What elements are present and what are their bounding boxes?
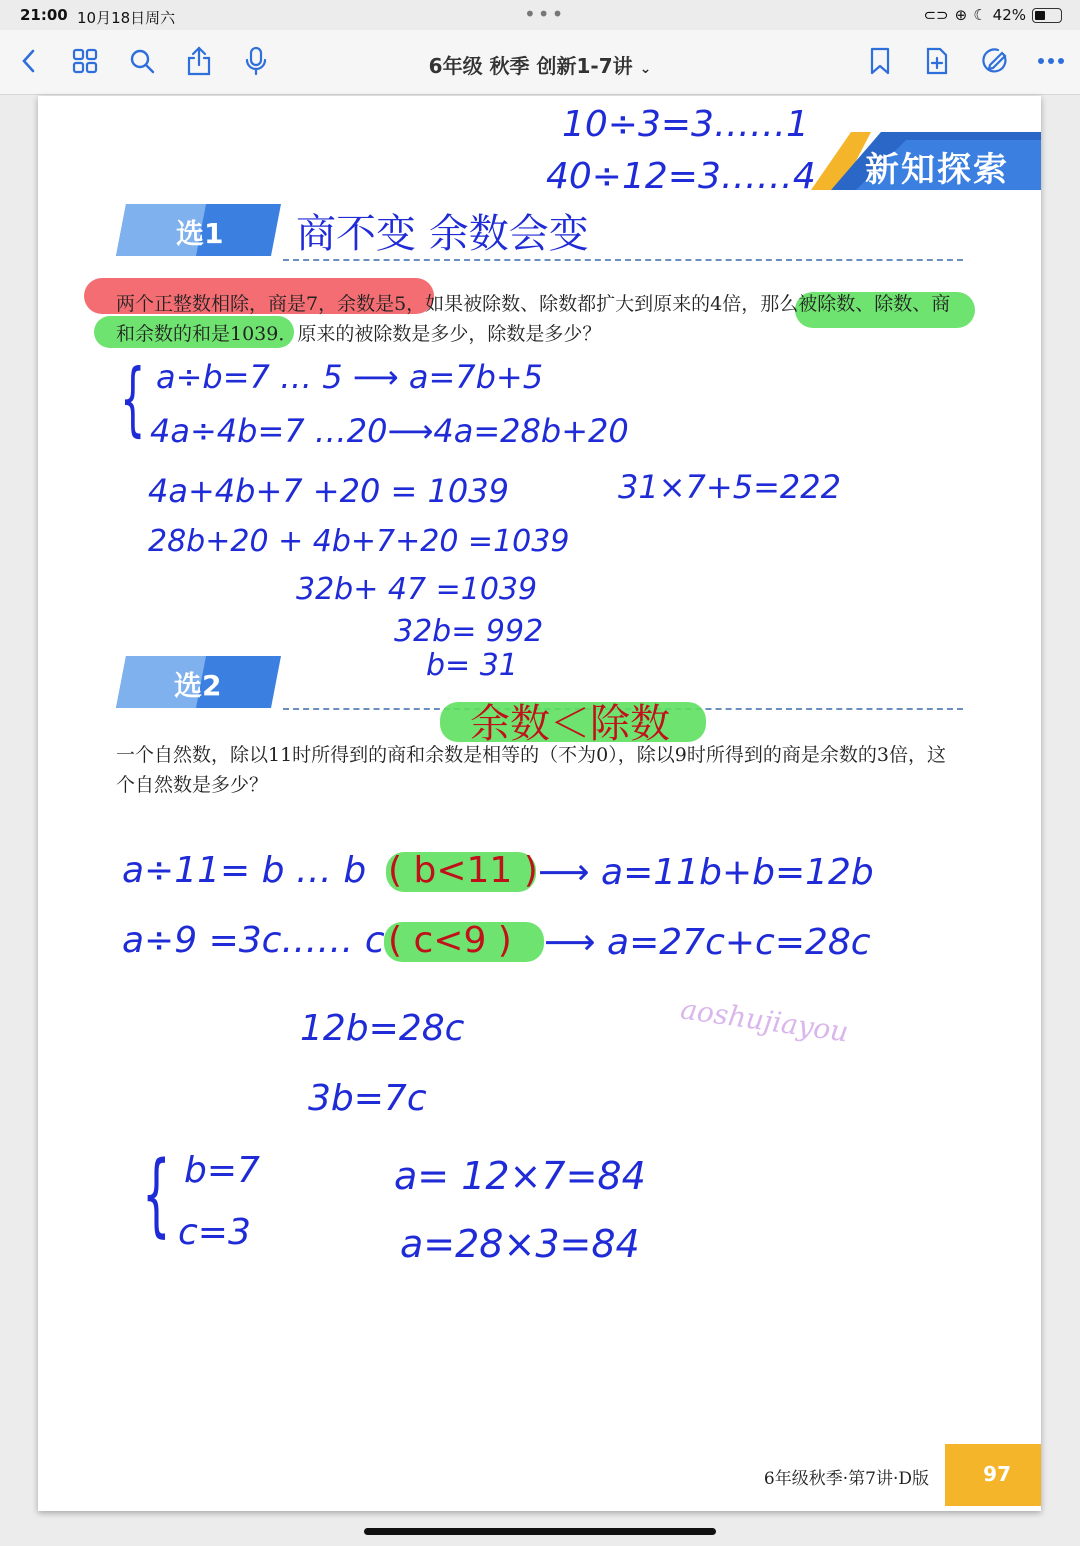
- hw-sol-c: c=3: [178, 1212, 251, 1253]
- hw-eq1-cond: ( b<11 ): [388, 850, 538, 891]
- home-indicator[interactable]: [364, 1528, 716, 1535]
- document-title-text[interactable]: 6年级 秋季 创新1-7讲: [428, 54, 633, 78]
- link-icon: ⊂⊃: [923, 6, 949, 24]
- pencil-circle-icon[interactable]: [977, 44, 1011, 78]
- orientation-lock-icon: ⊕: [954, 6, 968, 24]
- hw-answer-1: 31×7+5=222: [618, 468, 841, 506]
- hw-eq1-left: a÷11= b … b: [122, 850, 367, 891]
- back-icon[interactable]: [12, 44, 46, 78]
- handwriting-top-eq2: 40÷12=3……4: [546, 156, 816, 197]
- microphone-icon[interactable]: [239, 44, 273, 78]
- hw-eq2-cond: ( c<9 ): [388, 920, 512, 961]
- hw-eq1-right: ⟶ a=11b+b=12b: [538, 852, 874, 893]
- hw-sol-b: b=7: [184, 1150, 260, 1191]
- more-icon[interactable]: [1034, 44, 1068, 78]
- document-title: [0, 50, 1080, 79]
- handwriting-note-2: 余数＜除数: [470, 701, 670, 747]
- hw-step-3: 4a+4b+7 +20 = 1039: [148, 472, 509, 510]
- moon-icon: ☾: [973, 6, 987, 24]
- section1-label: 选1: [176, 217, 224, 250]
- handwriting-note-1: 商不变 余数会变: [296, 211, 589, 257]
- hw-check-2: a=28×3=84: [400, 1222, 640, 1266]
- status-right: [923, 6, 1062, 24]
- add-page-icon[interactable]: [920, 44, 954, 78]
- battery-percent: 42%: [992, 6, 1026, 24]
- brace-2: {: [142, 1142, 171, 1247]
- search-icon[interactable]: [125, 44, 159, 78]
- chevron-down-icon[interactable]: ⌄: [639, 61, 652, 77]
- banner-title: 新知探索: [865, 150, 1009, 190]
- hw-step-5: 32b+ 47 =1039: [296, 572, 538, 607]
- share-icon[interactable]: [182, 44, 216, 78]
- hw-eq2-left: a÷9 =3c…… c: [122, 920, 385, 961]
- status-date: 10月18日周六: [77, 9, 176, 27]
- page-number: 97: [983, 1462, 1011, 1486]
- hw-step-4: 28b+20 + 4b+7+20 =1039: [148, 524, 570, 559]
- brace-1: {: [120, 352, 146, 445]
- watermark: aoshujiayou: [678, 992, 851, 1049]
- hw-step-12b: 12b=28c: [300, 1008, 465, 1049]
- hw-step-3b: 3b=7c: [308, 1078, 427, 1119]
- status-time: 21:00: [20, 6, 68, 24]
- question2-line2: 个自然数是多少？: [116, 774, 269, 796]
- question2-line1: 一个自然数，除以11时所得到的商和余数是相等的（不为0），除以9时所得到的商是余数的3倍，这: [116, 744, 946, 766]
- hw-step-1: a÷b=7 … 5 ⟶ a=7b+5: [156, 358, 544, 396]
- multitask-dots-icon[interactable]: •••: [524, 2, 566, 26]
- grid-icon[interactable]: [68, 44, 102, 78]
- question1-line2: 和余数的和是1039．原来的被除数是多少，除数是多少？: [116, 323, 602, 345]
- footer-text: 6年级秋季·第7讲·D版: [763, 1469, 929, 1489]
- hw-check-1: a= 12×7=84: [394, 1154, 646, 1198]
- section1-divider: [283, 259, 963, 261]
- hw-step-6: 32b= 992: [394, 614, 544, 649]
- question1-line1: 两个正整数相除，商是7，余数是5，如果被除数、除数都扩大到原来的4倍，那么被除数、除数、商: [116, 293, 951, 315]
- hw-step-2: 4a÷4b=7 …20⟶4a=28b+20: [150, 412, 629, 450]
- document-page: [38, 96, 1041, 1511]
- battery-icon: [1032, 8, 1062, 23]
- handwriting-top-eq1: 10÷3=3……1: [562, 104, 809, 145]
- status-bar: [0, 0, 1080, 30]
- section2-label: 选2: [174, 669, 222, 702]
- bookmark-icon[interactable]: [863, 44, 897, 78]
- hw-eq2-right: ⟶ a=27c+c=28c: [544, 922, 871, 963]
- app-toolbar: [0, 30, 1080, 95]
- hw-step-7: b= 31: [426, 648, 518, 683]
